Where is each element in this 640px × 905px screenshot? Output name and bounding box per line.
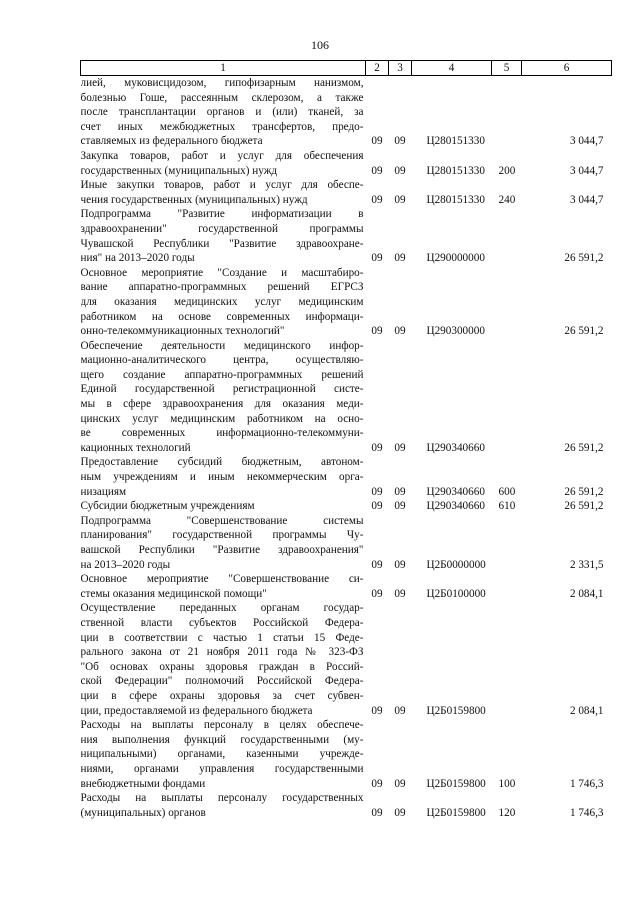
- row-expense-type-code: 100: [498, 777, 516, 790]
- row-amount: 26 591,2: [564, 325, 604, 338]
- row-section-code: 09: [371, 587, 383, 600]
- row-name-line: Подпрограмма "Развитие информатизации в: [80, 208, 364, 221]
- row-section-code: 09: [371, 193, 383, 206]
- row-name-line: ния выполнения функций государственными (му-: [80, 733, 364, 746]
- header-row: [81, 61, 612, 76]
- row-name: [81, 266, 366, 339]
- row-subsection-code: 09: [394, 558, 406, 571]
- row-subsection-code: 09: [394, 500, 406, 513]
- row-expense-type-code: [492, 572, 522, 601]
- row-name: [81, 455, 366, 499]
- row-section-code: 09: [371, 485, 383, 498]
- row-name-line: ставляемых из федерального бюджета: [80, 135, 263, 148]
- row-subsection-code: 09: [394, 252, 406, 265]
- row-target-article-code: Ц290300000: [426, 325, 485, 338]
- row-name-line: для оказания медицинских услуг медицинским: [80, 295, 364, 308]
- row-amount: 3 044,7: [569, 164, 604, 177]
- row-name-line: ве современных информационно-телекоммуни-: [80, 427, 364, 440]
- row-name-line: мы в сфере здравоохранения для оказания меди-: [80, 398, 364, 411]
- table-row: [81, 207, 612, 265]
- row-name-line: ской Федерации" полномочий Российской Федера-: [80, 675, 364, 688]
- row-subsection-code: 09: [394, 587, 406, 600]
- row-amount: 1 746,3: [569, 806, 604, 819]
- header-col-amount: 6: [522, 61, 612, 76]
- row-name: [81, 791, 366, 820]
- row-subsection-code: 09: [394, 806, 406, 819]
- row-name-line: рального закона от 21 ноября 2011 года № 323-ФЗ: [80, 646, 364, 659]
- row-subsection-code: 09: [394, 135, 406, 148]
- table-row: [81, 149, 612, 178]
- row-expense-type-code: 120: [498, 806, 516, 819]
- row-name-line: Расходы на выплаты персоналу государственных: [80, 792, 364, 805]
- row-target-article-code: Ц2Б0159800: [426, 806, 486, 819]
- row-name-line: лией, муковисцидозом, гипофизарным нанизмом,: [80, 77, 364, 89]
- row-section-code: 09: [371, 558, 383, 571]
- row-section-code: 09: [371, 500, 383, 513]
- row-name-line: ния" на 2013–2020 годы: [80, 252, 195, 265]
- table-row: [81, 339, 612, 456]
- row-amount: 1 746,3: [569, 777, 604, 790]
- row-amount: 2 331,5: [569, 558, 604, 571]
- row-name-line: Закупка товаров, работ и услуг для обеспечения: [80, 149, 364, 162]
- row-amount: 26 591,2: [564, 500, 604, 513]
- table-row: [81, 601, 612, 718]
- row-target-article-code: Ц290340660: [426, 441, 485, 454]
- row-name-line: (муниципальных) органов: [80, 806, 206, 819]
- row-target-article-code: Ц290340660: [426, 485, 485, 498]
- row-subsection-code: 09: [394, 164, 406, 177]
- header-col-section: 2: [366, 61, 389, 76]
- row-subsection-code: 09: [394, 777, 406, 790]
- table-row: [81, 791, 612, 820]
- row-name-line: Расходы на выплаты персоналу в целях обеспече-: [80, 719, 364, 732]
- row-subsection-code: 09: [394, 325, 406, 338]
- row-name-line: щего создание аппаратно-программных решений: [80, 368, 364, 381]
- row-name: [81, 207, 366, 265]
- row-name-line: мационно-аналитического центра, осуществляю-: [80, 354, 364, 367]
- table-row: [81, 76, 612, 149]
- row-section-code: 09: [371, 135, 383, 148]
- row-name: [81, 339, 366, 456]
- table-row: [81, 514, 612, 572]
- row-name-line: Чувашской Республики "Развитие здравоохране-: [80, 237, 364, 250]
- row-name-line: ции, предоставляемой из федерального бюджета: [80, 704, 313, 717]
- row-section-code: 09: [371, 325, 383, 338]
- row-subsection-code: 09: [394, 485, 406, 498]
- row-target-article-code: Ц280151330: [426, 193, 485, 206]
- header-col-name: 1: [81, 61, 366, 76]
- row-name: [81, 178, 366, 207]
- row-expense-type-code: [492, 601, 522, 718]
- table-body: [81, 76, 612, 821]
- row-name-line: Осуществление переданных органам государ-: [80, 602, 364, 615]
- table-row: [81, 455, 612, 499]
- table-row: [81, 499, 612, 514]
- row-section-code: 09: [371, 164, 383, 177]
- row-section-code: 09: [371, 777, 383, 790]
- row-name: [81, 499, 366, 514]
- row-name-line: ным учреждениям и иным некоммерческим орга-: [80, 471, 364, 484]
- row-name-line: Предоставление субсидий бюджетным, автоном-: [80, 456, 364, 469]
- row-name-line: Основное мероприятие "Совершенствование си-: [80, 573, 364, 586]
- row-expense-type-code: [492, 514, 522, 572]
- row-expense-type-code: [492, 266, 522, 339]
- row-name-line: на 2013–2020 годы: [80, 558, 171, 571]
- row-name-line: низациям: [80, 485, 127, 498]
- row-name: [81, 514, 366, 572]
- row-section-code: 09: [371, 441, 383, 454]
- row-expense-type-code: 610: [498, 500, 516, 513]
- row-name-line: государственных (муниципальных) нужд: [80, 164, 278, 177]
- row-amount: 26 591,2: [564, 485, 604, 498]
- row-name-line: ственной власти субъектов Российской Федера-: [80, 616, 364, 629]
- row-name-line: ции в сфере охраны здоровья за счет субвен-: [80, 689, 364, 702]
- row-amount: 3 044,7: [569, 193, 604, 206]
- row-expense-type-code: [492, 207, 522, 265]
- row-target-article-code: Ц2Б0100000: [426, 587, 486, 600]
- row-name-line: ниципальными) органами, казенными учрежде-: [80, 748, 364, 761]
- row-name-line: онно-телекоммуникационных технологий": [80, 325, 285, 338]
- row-name: [81, 718, 366, 791]
- row-expense-type-code: 600: [498, 485, 516, 498]
- row-expense-type-code: [492, 76, 522, 149]
- header-col-subsection: 3: [389, 61, 412, 76]
- row-name-line: здравоохранении" государственной программы: [80, 222, 364, 235]
- row-name-line: ниями, органами управления государственными: [80, 762, 364, 775]
- row-name-line: вание аппаратно-программных решений ЕГРСЗ: [80, 281, 364, 294]
- header-col-expense-type: 5: [492, 61, 522, 76]
- row-name-line: Субсидии бюджетным учреждениям: [80, 500, 255, 513]
- row-name-line: кационных технологий: [80, 441, 191, 454]
- row-name: [81, 149, 366, 178]
- row-name-line: стемы оказания медицинской помощи": [80, 587, 267, 600]
- row-name-line: цинских услуг медицинским работником на осно-: [80, 412, 364, 425]
- table-row: [81, 718, 612, 791]
- row-amount: 2 084,1: [569, 587, 604, 600]
- row-target-article-code: Ц290340660: [426, 500, 485, 513]
- row-expense-type-code: [492, 339, 522, 456]
- header-col-target-article: 4: [412, 61, 492, 76]
- row-amount: 26 591,2: [564, 252, 604, 265]
- row-target-article-code: Ц2Б0000000: [426, 558, 486, 571]
- row-name-line: Подпрограмма "Совершенствование системы: [80, 514, 364, 527]
- row-name-line: болезнью Гоше, рассеянным склерозом, а также: [80, 91, 364, 104]
- row-name-line: после трансплантации органов и (или) тканей, за: [80, 106, 364, 119]
- row-target-article-code: Ц2Б0159800: [426, 704, 486, 717]
- row-section-code: 09: [371, 252, 383, 265]
- row-name-line: Основное мероприятие "Создание и масштабиро-: [80, 266, 364, 279]
- row-name-line: планирования" государственной программы Чу-: [80, 529, 364, 542]
- table-row: [81, 178, 612, 207]
- row-name-line: работником на основе современных информаци-: [80, 310, 364, 323]
- row-name-line: счет иных межбюджетных трансфертов, предо-: [80, 120, 364, 133]
- row-expense-type-code: 240: [498, 193, 516, 206]
- row-name: [81, 572, 366, 601]
- budget-table: [80, 60, 612, 820]
- row-name-line: чения государственных (муниципальных) нужд: [80, 193, 308, 206]
- row-subsection-code: 09: [394, 441, 406, 454]
- row-amount: 2 084,1: [569, 704, 604, 717]
- row-subsection-code: 09: [394, 704, 406, 717]
- row-name: [81, 76, 366, 149]
- row-expense-type-code: 200: [498, 164, 516, 177]
- row-subsection-code: 09: [394, 193, 406, 206]
- row-section-code: 09: [371, 704, 383, 717]
- row-name-line: вашской Республики "Развитие здравоохранения": [80, 544, 364, 556]
- page-number: 106: [311, 38, 329, 52]
- row-target-article-code: Ц280151330: [426, 135, 485, 148]
- row-name-line: Иные закупки товаров, работ и услуг для обеспе-: [80, 179, 364, 192]
- table-row: [81, 266, 612, 339]
- row-name-line: "Об основах охраны здоровья граждан в Россий-: [80, 660, 364, 673]
- row-amount: 26 591,2: [564, 441, 604, 454]
- row-target-article-code: Ц2Б0159800: [426, 777, 486, 790]
- table-row: [81, 572, 612, 601]
- table-header: [81, 61, 612, 76]
- row-amount: 3 044,7: [569, 135, 604, 148]
- row-name-line: внебюджетными фондами: [80, 777, 206, 790]
- row-name-line: Единой государственной регистрационной систе-: [80, 383, 364, 396]
- row-name-line: ции в соответствии с частью 1 статьи 15 Феде-: [80, 631, 364, 644]
- row-name: [81, 601, 366, 718]
- row-target-article-code: Ц280151330: [426, 164, 485, 177]
- row-name-line: Обеспечение деятельности медицинского инфор-: [80, 339, 364, 352]
- row-target-article-code: Ц290000000: [426, 252, 485, 265]
- row-section-code: 09: [371, 806, 383, 819]
